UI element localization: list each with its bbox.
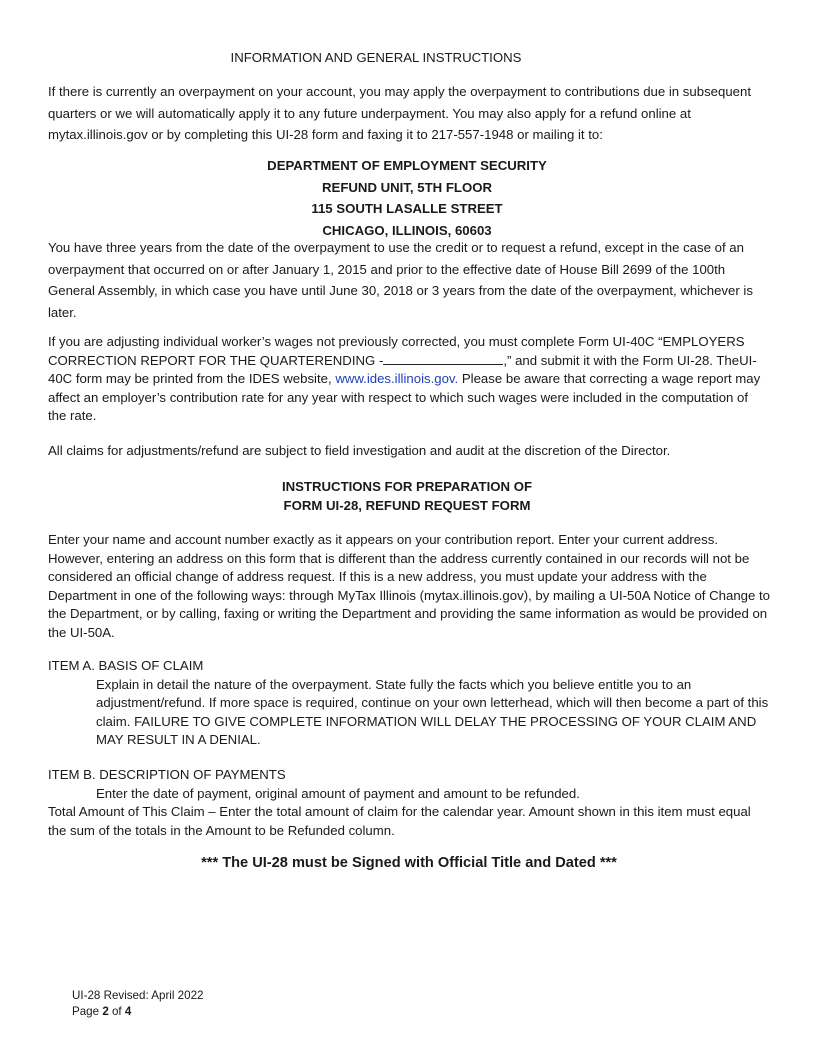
item-a-body: Explain in detail the nature of the overpayment. State fully the facts which you believe entitle you to an adjustment/refund. If more space is required, continue on your own letterhead, which will then become a part of this claim. FAILURE TO GIVE COMPLETE INFORMATION WILL DELAY THE PROCESSING OF YOUR CLAIM AND MAY RESULT IN A DENIAL. xyxy=(96,676,769,747)
item-a-title: ITEM A. BASIS OF CLAIM xyxy=(48,658,204,673)
total-amount-text: Total Amount of This Claim – Enter the total amount of claim for the calendar year. Amount shown in this item must equal the sum of the totals in the Amount to be Refunded column. xyxy=(48,804,751,838)
adjusting-text-3: Please be aware that correcting a wage report may affect an employer’s contribution rate for any year with respect to which such wages were included in the computation of the rate. xyxy=(48,371,761,423)
address-line: REFUND UNIT, 5TH FLOOR xyxy=(322,179,492,195)
address-line: CHICAGO, ILLINOIS, 60603 xyxy=(322,222,492,238)
signed-notice: *** The UI-28 must be Signed with Official Title and Dated *** xyxy=(201,855,617,871)
enter-name-paragraph: Enter your name and account number exactly as it appears on your contribution report. Enter your current address. However, entering an address on this form that is different than the address currently contained in our records will not be considered an official change of address request. If this is a new address, you must update your address with the Department in one of the following ways: through MyTax Illinois (mytax.illinois.gov), by mailing a UI-50A Notice of Change to the Department, or by calling, faxing or writing the Department and providing the same information as would be provided on the UI-50A. xyxy=(48,532,770,640)
mailing-address xyxy=(48,155,766,241)
ides-website-link[interactable]: www.ides.illinois.gov. xyxy=(335,371,459,386)
item-a-section xyxy=(48,657,770,750)
intro-paragraph: If there is currently an overpayment on your account, you may apply the overpayment to contributions due in subsequent quarters or we will automatically apply it to any future underpayment. You may also apply for a refund online at mytax.illinois.gov or by completing this UI-28 form and faxing it to 217-557-1948 or mailing it to: xyxy=(48,84,752,142)
item-b-title: ITEM B. DESCRIPTION OF PAYMENTS xyxy=(48,767,286,782)
revised-date: UI-28 Revised: April 2022 xyxy=(72,989,204,1002)
quarter-ending-blank xyxy=(383,352,503,365)
instructions-heading-line: INSTRUCTIONS FOR PREPARATION OF xyxy=(281,479,533,494)
adjusting-paragraph xyxy=(48,333,770,426)
address-line: 115 SOUTH LASALLE STREET xyxy=(311,201,503,216)
page-footer xyxy=(72,988,203,1020)
adjusting-text-2: ,” and submit it with the Form UI-28. TheUI-40C form may be printed from the IDES website, xyxy=(48,352,757,386)
adjusting-text-1: If you are adjusting individual worker’s wages not previously corrected, you must complete Form UI-40C “EMPLOYERS CORRECTION REPORT FOR THE QUARTERENDING - xyxy=(48,334,745,368)
item-b-body: Enter the date of payment, original amount of payment and amount to be refunded. xyxy=(96,785,580,801)
address-line: DEPARTMENT OF EMPLOYMENT SECURITY xyxy=(267,158,547,173)
instructions-heading xyxy=(48,478,766,515)
instructions-heading-line: FORM UI-28, REFUND REQUEST FORM xyxy=(283,497,531,513)
claims-paragraph: All claims for adjustments/refund are subject to field investigation and audit at the discretion of the Director. xyxy=(48,443,671,458)
three-years-paragraph: You have three years from the date of the overpayment to use the credit or to request a refund, except in the case of an overpayment that occurred on or after January 1, 2015 and prior to the effective date of House Bill 2699 of the 100th General Assembly, in which case you have until June 30, 2018 or 3 years from the date of the overpayment, whichever is later. xyxy=(48,240,753,320)
item-b-section xyxy=(48,766,770,840)
page-heading: INFORMATION AND GENERAL INSTRUCTIONS xyxy=(230,50,522,65)
page-number: Page 2 of 4 xyxy=(72,1005,132,1018)
